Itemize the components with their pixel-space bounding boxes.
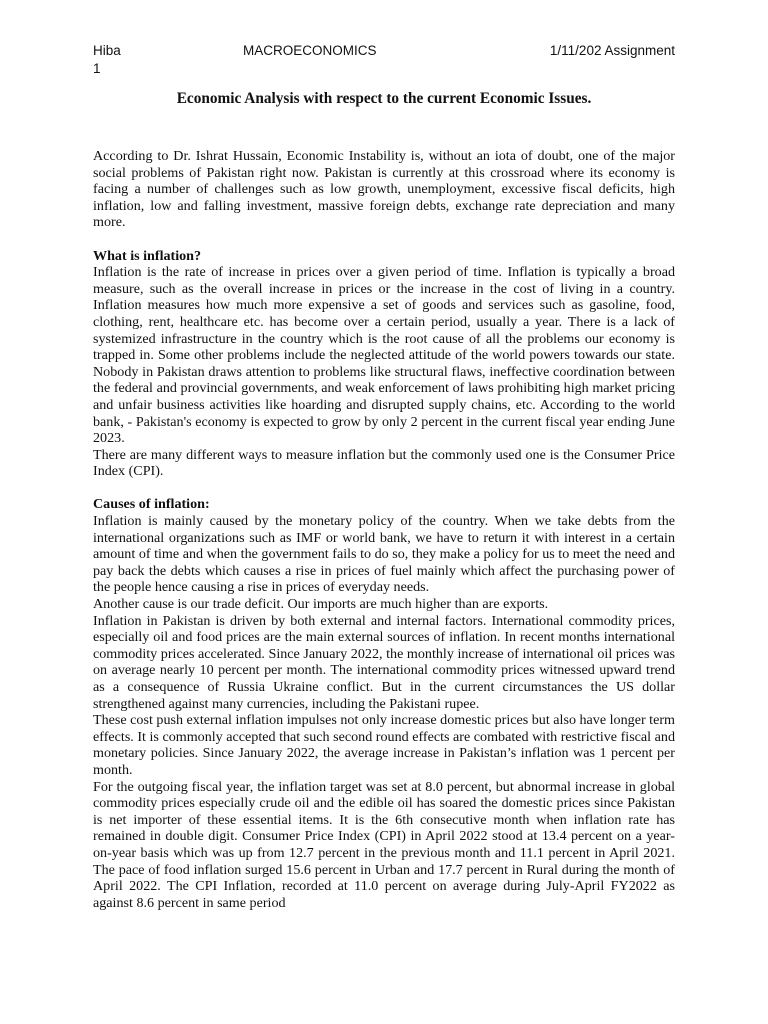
page-header <box>93 43 675 83</box>
subject-title: MACROECONOMICS <box>243 43 377 58</box>
paragraph-spacer <box>93 480 675 497</box>
paragraph: There are many different ways to measure inflation but the commonly used one is the Consumer Price Index (CPI). <box>93 446 675 480</box>
paragraph: Inflation in Pakistan is driven by both external and internal factors. International commodity prices, especially oil and food prices are the main external sources of inflation. In recent months international commodity prices accelerated. Since January 2022, the monthly increase of international oil prices was on average nearly 10 percent per month. The international commodity prices witnessed upward trend as a consequence of Russia Ukraine conflict. But in the current circumstances the US dollar strengthened against many currencies, including the Pakistani rupee. <box>93 612 675 712</box>
paragraph: Inflation is mainly caused by the monetary policy of the country. When we take debts from the international organizations such as IMF or world bank, we have to return it with interest in a certain amount of time and when the government fails to do so, they make a policy for us to meet the need and pay back the debts which causes a rise in prices of fuel mainly which affect the purchasing power of the people hence causing a rise in prices of everyday needs. <box>93 513 675 596</box>
author-name: Hiba <box>93 43 121 58</box>
paragraph-spacer <box>93 231 675 248</box>
document-body <box>93 148 675 911</box>
intro-paragraph: According to Dr. Ishrat Hussain, Economic Instability is, without an iota of doubt, one of the major social problems of Pakistan right now. Pakistan is currently at this crossroad where its economy is facing a number of challenges such as low growth, unemployment, excessive fiscal deficits, high inflation, low and falling investment, massive foreign debts, exchange rate depreciation and many more. <box>93 148 675 231</box>
paragraph: Inflation is the rate of increase in prices over a given period of time. Inflation is typically a broad measure, such as the overall increase in prices or the increase in the cost of living in a country. Inflation measures how much more expensive a set of goods and services such as gasoline, food, clothing, rent, healthcare etc. has become over a certain period, usually a year. There is a lack of systemized infrastructure in the country which is the root cause of all the problems our economy is trapped in. Some other problems include the neglected attitude of the world powers towards our state. Nobody in Pakistan draws attention to problems like structural flaws, ineffective coordination between the federal and provincial governments, and weak enforcement of laws prohibiting high market pricing and unfair business activities like hoarding and disrupted supply chains, etc. According to the world bank, - Pakistan's economy is expected to grow by only 2 percent in the current fiscal year ending June 2023. <box>93 264 675 447</box>
paragraph: These cost push external inflation impulses not only increase domestic prices but also have longer term effects. It is commonly accepted that such second round effects are combated with restrictive fiscal and monetary policies. Since January 2022, the average increase in Pakistan’s inflation was 1 percent per month. <box>93 712 675 778</box>
section-heading-what-is-inflation: What is inflation? <box>93 247 202 264</box>
section-heading-causes-of-inflation: Causes of inflation: <box>93 496 210 513</box>
paragraph: For the outgoing fiscal year, the inflation target was set at 8.0 percent, but abnormal increase in global commodity prices especially crude oil and the edible oil has soared the domestic prices since Pakistan is net importer of these essential items. It is the 6th consecutive month when inflation rate has remained in double digit. Consumer Price Index (CPI) in April 2022 stood at 13.4 percent on a year-on-year basis which was up from 12.7 percent in the previous month and 11.1 percent in April 2021. The pace of food inflation surged 15.6 percent in Urban and 17.7 percent in Rural during the month of April 2022. The CPI Inflation, recorded at 11.0 percent on average during July-April FY2022 as against 8.6 percent in same period <box>93 778 675 911</box>
document-title: Economic Analysis with respect to the current Economic Issues. <box>176 90 592 107</box>
page-number: 1 <box>93 61 101 76</box>
date-assignment: 1/11/202 Assignment <box>549 43 675 58</box>
paragraph: Another cause is our trade deficit. Our imports are much higher than are exports. <box>93 596 549 613</box>
